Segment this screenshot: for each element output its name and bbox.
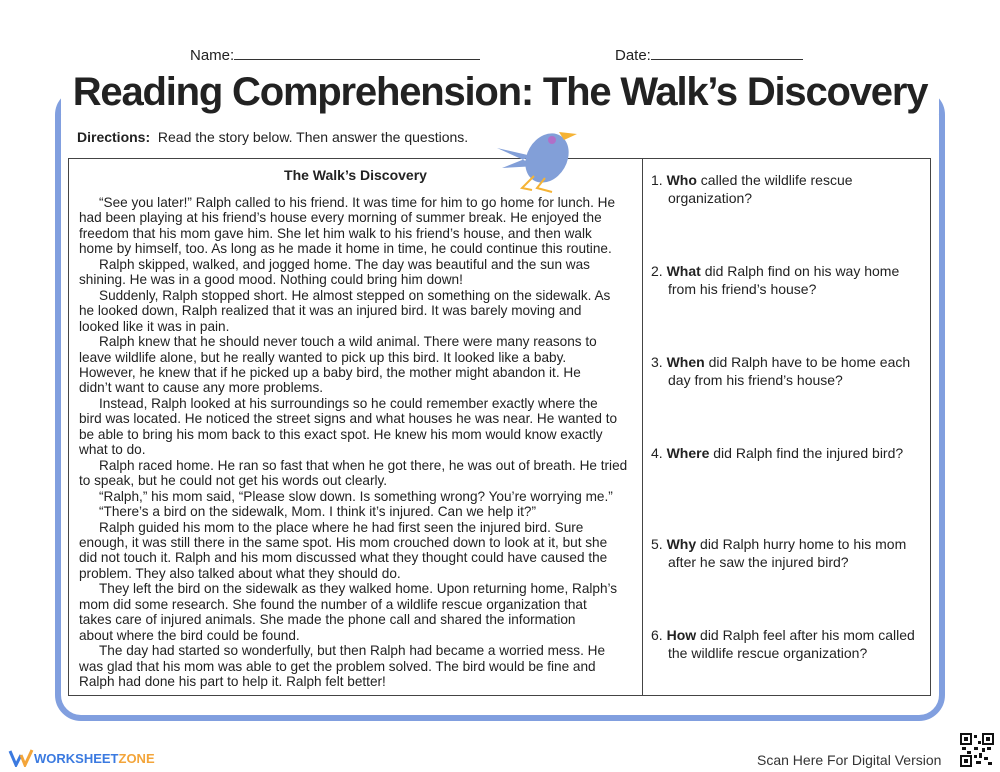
story-paragraph	[69, 195, 642, 257]
question-text-cont: the wildlife rescue organization?	[668, 645, 868, 661]
story-paragraph	[69, 489, 642, 504]
story-line: Ralph knew that he should never touch a wild animal. There were many reasons to	[99, 334, 597, 350]
story-line: he looked down, Ralph realized that it was an injured bird. It was barely moving and	[79, 303, 582, 319]
question-keyword: When	[666, 354, 705, 370]
question-keyword: How	[666, 627, 697, 643]
story-line: did not touch it. Ralph and his mom discussed what they thought could have caused the	[79, 550, 608, 566]
question-text: did Ralph find the injured bird?	[713, 445, 904, 461]
question-2	[651, 262, 931, 298]
story-line: mom did some research. She found the number of a wildlife rescue organization that	[79, 596, 587, 612]
scan-text: Scan Here For Digital Version	[757, 752, 942, 768]
logo-icon	[8, 749, 34, 767]
story-line: Instead, Ralph looked at his surroundings so he could remember exactly where the	[99, 395, 598, 411]
story-line: to speak, but he could not get his words out clearly.	[79, 473, 388, 489]
story-line: had been playing at his friend’s house every morning of summer break. He enjoyed the	[79, 210, 602, 226]
story-line: “Ralph,” his mom said, “Please slow down. Is something wrong? You’re worrying me.”	[99, 488, 613, 504]
question-text: did Ralph hurry home to his mom	[700, 536, 907, 552]
story-title: The Walk’s Discovery	[284, 167, 427, 183]
question-number: 4.	[651, 445, 663, 461]
question-number: 1.	[651, 172, 663, 188]
story-line: looked like it was in pain.	[79, 318, 230, 334]
worksheet-box	[68, 158, 931, 696]
story-panel	[69, 159, 643, 695]
story-line: enough, it was still there in the same spot. His mom crouched down to look at it, but she	[79, 534, 608, 550]
qr-code-icon[interactable]	[960, 733, 994, 767]
question-3	[651, 353, 931, 389]
story-line: shining. He was in a good mood. Nothing could bring him down!	[79, 272, 463, 288]
question-keyword: Who	[666, 172, 697, 188]
question-text-cont: organization?	[668, 190, 753, 206]
story-paragraph	[69, 581, 642, 643]
story-line: “There’s a bird on the sidewalk, Mom. I think it’s injured. Can we help it?”	[99, 504, 536, 520]
story-paragraph	[69, 520, 642, 582]
story-paragraph	[69, 396, 642, 458]
story-line: The day had started so wonderfully, but then Ralph had became a worried mess. He	[99, 643, 606, 659]
brand-text-b: ZONE	[118, 750, 155, 766]
story-paragraph	[69, 643, 642, 689]
story-line: Ralph guided his mom to the place where he had first seen the injured bird. Sure	[99, 519, 584, 535]
brand-text-a: WORKSHEET	[34, 750, 119, 766]
story-paragraph	[69, 504, 642, 519]
question-number: 6.	[651, 627, 663, 643]
question-number: 2.	[651, 263, 663, 279]
question-1	[651, 171, 931, 207]
question-text-cont: from his friend’s house?	[668, 281, 817, 297]
story-line: Ralph skipped, walked, and jogged home. The day was beautiful and the sun was	[99, 256, 590, 272]
story-line: didn’t want to cause any more problems.	[79, 380, 324, 396]
question-number: 3.	[651, 354, 663, 370]
story-line: “See you later!” Ralph called to his friend. It was time for him to go home for lunch. He	[99, 195, 616, 210]
question-4	[651, 444, 931, 462]
story-paragraph	[69, 334, 642, 396]
story-line: about where the bird could be found.	[79, 627, 300, 643]
story-line: be able to bring his mom back to this exact spot. He knew his mom would know exactly	[79, 426, 603, 442]
story-line: Suddenly, Ralph stopped short. He almost stepped on something on the sidewalk. As	[99, 287, 611, 303]
story-line: leave wildlife alone, but he really wanted to pick up this bird. It looked like a baby.	[79, 349, 567, 365]
question-5	[651, 535, 931, 571]
page-title: Reading Comprehension: The Walk’s Discovery	[0, 70, 1000, 115]
story-line: However, he knew that if he picked up a baby bird, the mother might abandon it. He	[79, 364, 581, 380]
question-keyword: Why	[666, 536, 697, 552]
story-line: bird was located. He noticed the street signs and what houses he was near. He wanted to	[79, 411, 618, 427]
story-paragraph	[69, 458, 642, 489]
question-text: did Ralph feel after his mom called	[700, 627, 915, 643]
question-text: did Ralph find on his way home	[704, 263, 900, 279]
question-number: 5.	[651, 536, 663, 552]
question-text: did Ralph have to be home each	[708, 354, 911, 370]
story-line: home by himself, too. As long as he made it home in time, he could continue this routine.	[79, 241, 612, 257]
worksheetzone-logo[interactable]	[8, 749, 155, 767]
story-paragraph	[69, 257, 642, 288]
question-6	[651, 626, 931, 662]
question-text: called the wildlife rescue	[700, 172, 853, 188]
name-field[interactable]	[190, 45, 480, 64]
story-line: what to do.	[79, 442, 146, 458]
question-text-cont: after he saw the injured bird?	[668, 554, 849, 570]
story-line: problem. They also talked about what they should do.	[79, 565, 401, 581]
question-keyword: Where	[666, 445, 710, 461]
question-keyword: What	[666, 263, 701, 279]
story-paragraph	[69, 288, 642, 334]
directions: Directions: Read the story below. Then answer the questions.	[77, 129, 469, 145]
story-line: takes care of injured animals. She made the phone call and shared the information	[79, 612, 576, 628]
story-line: They left the bird on the sidewalk as they walked home. Upon returning home, Ralph’s	[99, 581, 618, 597]
story-line: Ralph raced home. He ran so fast that when he got there, he was out of breath. He tried	[99, 457, 628, 473]
story-line: was glad that his mom was able to get the problem solved. The bird would be fine and	[79, 658, 596, 674]
story-text	[69, 195, 642, 690]
question-text-cont: day from his friend’s house?	[668, 372, 843, 388]
date-label: Date:	[615, 47, 651, 64]
story-line: freedom that his mom gave him. She let him walk to his friend’s house, and then walk	[79, 225, 592, 241]
name-label: Name:	[190, 47, 235, 64]
bird-icon	[492, 118, 582, 193]
story-line: Ralph had done his part to help it. Ralph felt better!	[79, 674, 386, 690]
date-field[interactable]	[615, 45, 803, 64]
